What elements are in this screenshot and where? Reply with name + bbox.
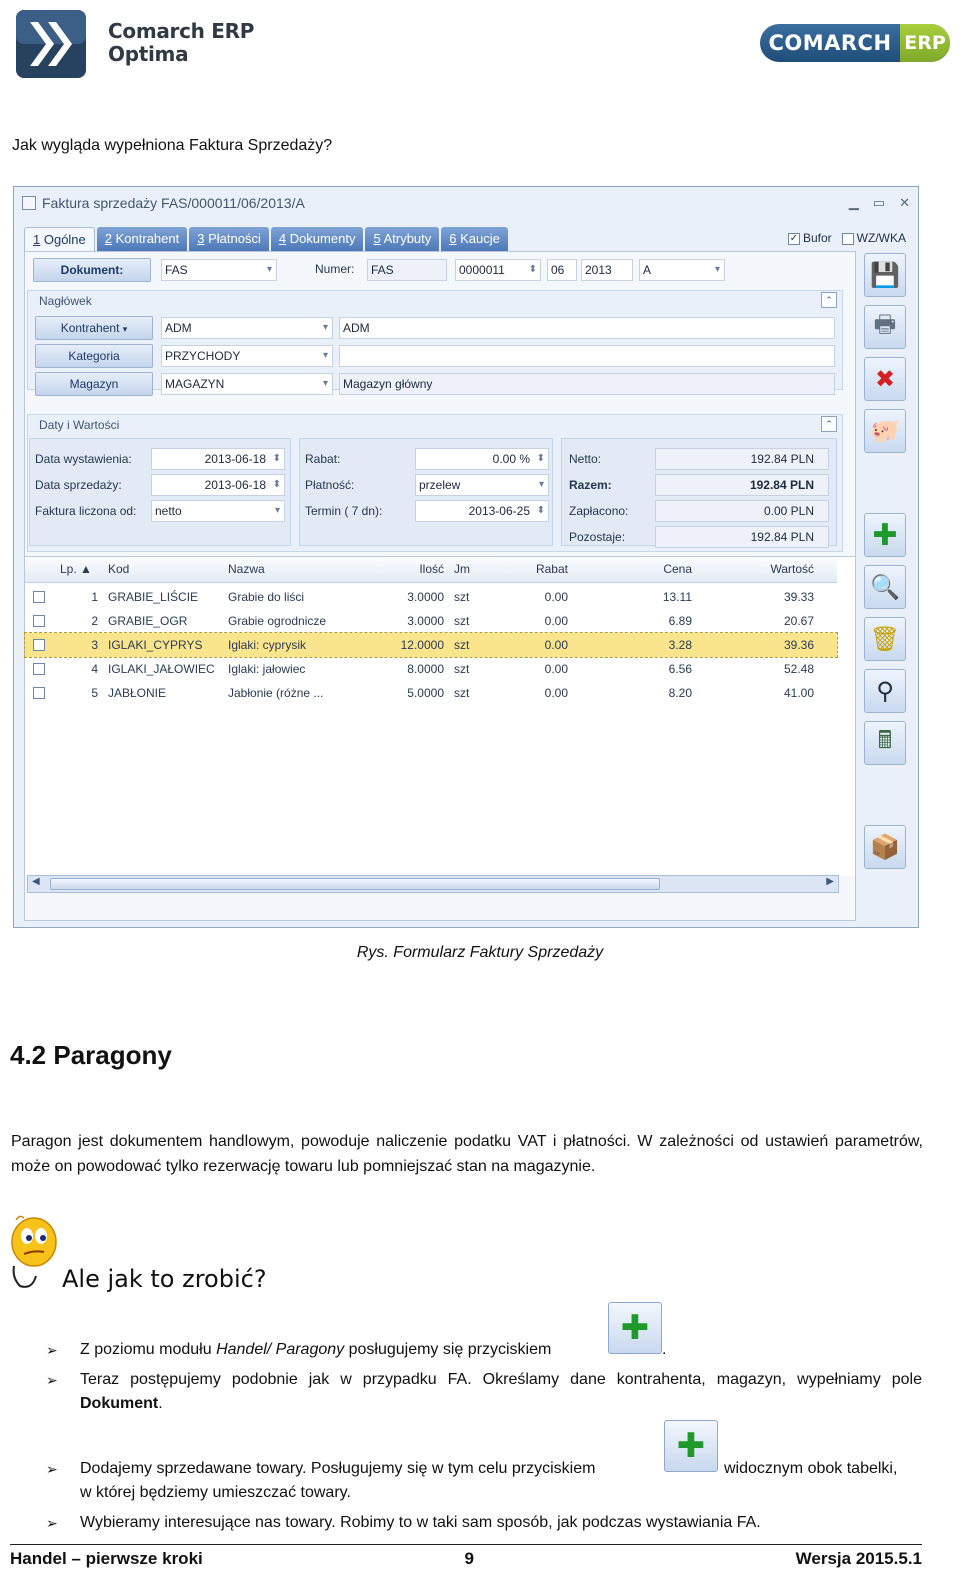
plus-icon: ✚ [872,518,898,552]
razem-label: Razem: [569,478,612,492]
arrow-bullet-icon: ➢ [46,1515,58,1531]
table-row[interactable] [25,633,837,657]
cell-kod: GRABIE_OGR [108,614,188,628]
data-sprzedazy-label: Data sprzedaży: [35,478,122,492]
erp-logo-text: ERP [900,24,950,62]
cell-jm: szt [454,686,470,700]
window-titlebar [14,187,918,219]
liczona-od-label: Faktura liczona od: [35,504,137,518]
bullet-1-text: Z poziomu modułu [80,1341,217,1358]
cell-jm: szt [454,638,470,652]
collapse-daty-icon[interactable]: ⌃ [821,416,837,432]
table-row[interactable] [25,585,837,609]
bullet-3-line2: w której będziemy umieszczać towary. [80,1484,351,1501]
tab-ogolne[interactable]: 1 Ogólne [24,227,95,251]
page-number: 9 [464,1549,474,1568]
binoculars-icon: ⚲ [876,677,894,705]
comarch-logo-text: COMARCH [768,31,892,55]
netto-label: Netto: [569,452,602,466]
magazyn-button[interactable]: Magazyn [35,372,153,396]
cell-ilosc: 5.0000 [407,686,444,700]
save-icon: 💾 [870,261,900,289]
netto-value: 192.84 PLN [655,448,829,470]
arrow-bullet-icon: ➢ [46,1461,58,1477]
row-checkbox[interactable] [33,663,45,675]
cell-lp: 4 [91,662,98,676]
arrow-bullet-icon: ➢ [46,1342,58,1358]
cell-ilosc: 12.0000 [400,638,444,652]
cell-rabat: 0.00 [544,638,568,652]
terminal-icon: 🖩 [877,726,893,754]
kategoria-button[interactable]: Kategoria [35,344,153,368]
close-icon[interactable]: ✕ [899,195,910,210]
cell-kod: IGLAKI_CYPRYS [108,638,203,652]
col-jm-header[interactable]: Jm [454,562,470,576]
dokument-select[interactable]: FAS ▾ [161,259,277,281]
fiscal-button[interactable] [864,721,906,765]
cell-rabat: 0.00 [544,662,568,676]
cell-cena: 6.56 [668,662,692,676]
col-cena-header[interactable]: Cena [663,562,692,576]
bullet-1-period: . [662,1341,667,1358]
kategoria-description-field[interactable] [339,345,835,367]
cell-lp: 3 [91,638,98,652]
footer-title: Handel – pierwsze kroki [10,1549,203,1568]
cell-wartosc: 39.33 [783,590,814,604]
cell-cena: 8.20 [668,686,692,700]
thinking-smiley-icon [10,1214,62,1290]
numer-prefix: FAS [367,259,447,281]
numer-number-spinner[interactable]: 0000011 ⬍ [455,259,541,281]
version-label: Wersja 2015.5.1 [795,1549,922,1568]
plus-icon: ✚ [676,1427,706,1465]
rabat-label: Rabat: [305,452,341,466]
cell-kod: IGLAKI_JAŁOWIEC [108,662,215,676]
pozostaje-label: Pozostaje: [569,530,626,544]
cell-nazwa: Iglaki: cyprysik [228,638,307,652]
numer-year[interactable]: 2013 [581,259,633,281]
tab-dokumenty[interactable]: 4 Dokumenty [271,227,364,251]
save-button[interactable] [864,253,906,297]
table-header [25,557,837,583]
close-icon: ✖ [874,365,896,393]
data-sprzedazy-field[interactable]: 2013-06-18 ⬍ [151,474,285,496]
howto-heading: Ale jak to zrobić? [62,1265,267,1293]
kontrahent-name-field[interactable]: ADM [339,317,835,339]
numer-label: Numer: [315,262,355,276]
liczona-od-select[interactable]: netto ▾ [151,500,285,522]
trash-icon: 🗑 [869,625,901,653]
payment-button[interactable] [864,409,906,453]
bufor-checkbox[interactable] [788,231,832,245]
bullet-1-emphasis: Handel/ Paragony [216,1341,345,1358]
table-row[interactable] [25,681,837,705]
rabat-field[interactable]: 0.00 % ⬍ [415,448,549,470]
section-heading: 4.2 Paragony [10,1040,172,1070]
bullet-3-text: Dodajemy sprzedawane towary. Posługujemy się w tym celu przyciskiem [80,1460,596,1477]
cell-cena: 13.11 [662,590,692,604]
products-button[interactable] [864,825,906,869]
scroll-right-icon[interactable]: ▶ [826,876,834,887]
numer-series-select[interactable]: A ▾ [639,259,725,281]
arrow-bullet-icon: ➢ [46,1372,58,1388]
bullet-2-bold: Dokument [80,1395,159,1412]
zaplacono-label: Zapłacono: [569,504,629,518]
row-checkbox[interactable] [33,639,45,651]
data-wystawienia-field[interactable]: 2013-06-18 ⬍ [151,448,285,470]
window-title: Faktura sprzedaży FAS/000011/06/2013/A [42,195,305,211]
collapse-naglowek-icon[interactable]: ⌃ [821,292,837,308]
col-nazwa-header[interactable]: Nazwa [228,562,265,576]
row-checkbox[interactable] [33,687,45,699]
edit-item-button[interactable] [864,565,906,609]
cell-nazwa: Grabie do liści [228,590,305,604]
kategoria-select[interactable]: PRZYCHODY ▾ [161,345,333,367]
items-table [25,556,855,887]
cell-nazwa: Iglaki: jałowiec [228,662,306,676]
cell-wartosc: 39.36 [783,638,814,652]
cell-rabat: 0.00 [544,590,568,604]
window-controls [849,195,910,211]
dokument-button[interactable]: Dokument: [33,258,151,282]
bufor-label: Bufor [802,231,832,245]
col-wartosc-header[interactable]: Wartość [770,562,814,576]
cell-kod: JABŁONIE [108,686,167,700]
table-row[interactable] [25,609,837,633]
kontrahent-label: Kontrahent [60,321,120,335]
print-button[interactable] [864,305,906,349]
naglowek-title: Nagłówek [39,294,92,308]
kontrahent-code-select[interactable]: ADM ▾ [161,317,333,339]
printer-icon: 🖶 [873,310,897,338]
delete-item-button[interactable] [864,617,906,661]
wzwka-label: WZ/WKA [856,231,906,245]
scrollbar-thumb[interactable] [50,878,660,890]
pozostaje-value: 192.84 PLN [655,526,829,548]
product-name-line1: Comarch ERP [108,19,255,43]
cell-ilosc: 3.0000 [407,614,444,628]
minimize-icon[interactable]: ▁ [848,195,859,210]
document-icon [22,196,36,210]
cell-rabat: 0.00 [544,614,568,628]
platnosc-select[interactable]: przelew ▾ [415,474,549,496]
daty-wartosci-title: Daty i Wartości [39,418,120,432]
tab-atrybuty[interactable]: 5 Atrybuty [365,227,439,251]
product-name [108,20,254,66]
cell-rabat: 0.00 [544,686,568,700]
cell-kod: GRABIE_LIŚCIE [108,590,199,604]
magazyn-select[interactable]: MAGAZYN ▾ [161,373,333,395]
data-wystawienia-label: Data wystawienia: [35,452,132,466]
cell-lp: 5 [91,686,98,700]
row-checkbox[interactable] [33,591,45,603]
cell-cena: 6.89 [668,614,692,628]
bullet-2-end: . [158,1395,163,1412]
zaplacono-value: 0.00 PLN [655,500,829,522]
section-paragraph: Paragon jest dokumentem handlowym, powoduje naliczenie podatku VAT i płatności. W zależności od ustawień parametrów, może on powodować tylko rezerwację towaru lub pomniejszać stan na magazynie. [11,1133,923,1175]
termin-label: Termin ( 7 dn): [305,504,383,518]
plus-icon: ✚ [620,1309,650,1347]
tab-kaucje[interactable]: 6 Kaucje [441,227,508,251]
bullet-4-text: Wybieramy interesujące nas towary. Robimy to w taki sam sposób, jak podczas wystawiania FA. [80,1514,761,1531]
razem-value: 192.84 PLN [655,474,829,496]
boxes-icon: 📦 [870,833,900,861]
figure-caption: Rys. Formularz Faktury Sprzedaży [356,944,604,961]
col-ilosc-header[interactable]: Ilość [419,562,444,576]
cell-nazwa: Jabłonie (różne ... [228,686,324,700]
add-item-button[interactable] [864,513,906,557]
cell-wartosc: 52.48 [783,662,814,676]
magazyn-name-field: Magazyn główny [339,373,835,395]
page-footer [10,1544,922,1570]
optima-logo-icon [14,8,88,80]
numer-month[interactable]: 06 [547,259,577,281]
cell-jm: szt [454,614,470,628]
cell-wartosc: 20.67 [783,614,814,628]
add-button-illustration [608,1302,662,1354]
cell-ilosc: 8.0000 [407,662,444,676]
form-content [24,251,856,921]
tab-bar [24,227,508,251]
bufor-check-mark: ✓ [789,232,799,244]
bullet-1-text-end: posługujemy się przyciskiem [344,1341,552,1358]
search-item-button[interactable] [864,669,906,713]
col-kod-header[interactable]: Kod [108,562,130,576]
magnifier-icon: 🔍 [870,573,900,601]
cell-jm: szt [454,590,470,604]
cell-ilosc: 3.0000 [407,590,444,604]
bullet-3-text-after: widocznym obok tabelki, [724,1460,898,1477]
cell-nazwa: Grabie ogrodnicze [228,614,327,628]
kontrahent-button[interactable] [35,316,153,340]
cell-lp: 2 [91,614,98,628]
col-rabat-header[interactable]: Rabat [535,562,568,576]
row-checkbox[interactable] [33,615,45,627]
wzwka-checkbox[interactable] [842,231,906,245]
add-button-illustration-2 [664,1420,718,1472]
product-name-line2: Optima [108,42,189,66]
tab-platnosci[interactable]: 3 Płatności [189,227,269,251]
cancel-button[interactable] [864,357,906,401]
scroll-left-icon[interactable]: ◀ [32,876,40,887]
table-row[interactable] [25,657,837,681]
cell-wartosc: 41.00 [783,686,814,700]
cell-lp: 1 [91,590,98,604]
cell-jm: szt [454,662,470,676]
invoice-window [13,186,919,928]
cell-cena: 3.28 [668,638,692,652]
tab-kontrahent[interactable]: 2 Kontrahent [97,227,187,251]
bufor-options [788,231,906,245]
bullet-2-text: Teraz postępujemy podobnie jak w przypadku FA. Określamy dane kontrahenta, magazyn, wypełniamy pole [80,1371,922,1388]
termin-field[interactable]: 2013-06-25 ⬍ [415,500,549,522]
horizontal-scrollbar[interactable] [27,875,839,893]
question-text: Jak wygląda wypełniona Faktura Sprzedaży? [12,137,333,154]
piggy-bank-icon: 🐖 [870,417,900,445]
platnosc-label: Płatność: [305,478,355,492]
col-lp-header[interactable]: Lp. ▲ [60,562,92,576]
comarch-erp-logo [760,24,950,62]
maximize-icon[interactable]: ▭ [872,195,886,210]
chevron-down-icon: ▾ [122,324,128,334]
